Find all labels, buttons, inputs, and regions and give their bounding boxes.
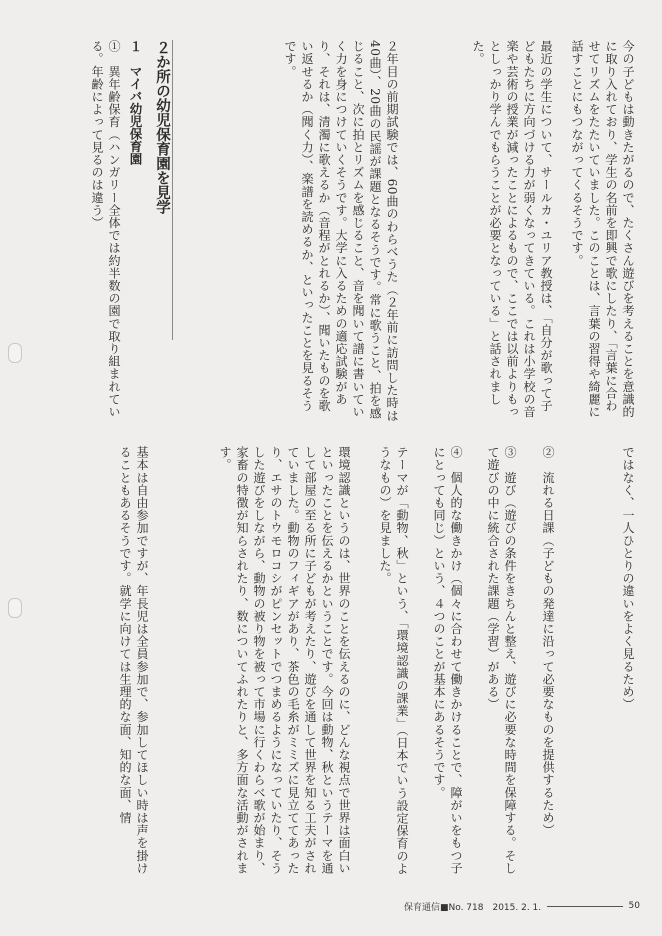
- bottom-item-2: ② 流れる日課（子どもの発達に沿って必要なものを提供するため）: [541, 446, 555, 837]
- publication-info: 保育通信■No. 718 2015. 2. 1.: [404, 902, 542, 913]
- bottom-item-4: ④ 個人的な働きかけ（個々に合わせて働きかけることで、障がいをもつ子にとっても同じ）という、４つのことが基本にあるそうです。: [432, 446, 463, 875]
- top-paragraph-3: ２年目の前期試験では、60曲のわらべうた（２年前に訪問した時は40曲）、20曲の民謡が課題となるそうです。常に歌うこと、拍を感じること、次に拍とリズムを感じること、音を聞いて譜に書いていく力を身につけていくそうです。大学に入るための適応試験があり、それは、清濁に歌えるか（音程がとれるか）、聞いたものを歌い返せるか（聞く力）、楽譜を読めるか、といったことを見るそうです。: [283, 40, 399, 422]
- bottom-paragraph-theme: テーマが「動物、秋」という、「環境認識の課業」（日本でいう設定保育のようなもの）を見ました。: [378, 446, 409, 875]
- bottom-item-3: ③ 遊び（遊びの条件をきちんと整え、遊びに必要な時間を保障する。そして遊びの中に統合された課題（学習）がある）: [486, 446, 517, 875]
- top-paragraph-4: ① 異年齢保育（ハンガリー全体では約半数の園で取り組まれている。年齢によって見るのは違う）: [90, 40, 121, 418]
- heading-rule: [172, 40, 173, 340]
- section-heading-visits: ２か所の幼児保育園を見学: [154, 40, 170, 214]
- footer-rule: [547, 906, 622, 907]
- page-number: 50: [628, 901, 640, 911]
- binder-hole-top: [8, 343, 22, 363]
- top-paragraph-2: 最近の学生について、サールカ・ユリア教授は、「自分が歌って子どもたちに方向づける力が弱くなってきている。これは小学校の音楽や芸術の授業が減ったことによるもので、ここでは以前よりもっとしっかり学んでもらうことが必要となっている」と話されました。: [471, 40, 553, 418]
- bottom-paragraph-environment: 環境認識というのは、世界のことを伝えるのに、どんな視点で世界は面白いといったことを伝えるかということです。今回は動物、秋というテーマを通して部屋の至る所に子どもが考えたり、遊びを通して世界を知る工夫がされていました。動物のフィギアがあり、茶色の毛糸がミミズに見立ててあったり、エサのトウモロコシがピンセットでつまめるようになっていたり、そうした遊びをしながら、動物の被り物を被って市場に行くわらべ歌が始まり、家畜の特徴が知らされたり、数についてふれたりと、多方面な活動がされます。: [218, 446, 351, 875]
- page-footer: [404, 898, 640, 914]
- top-paragraph-1: 今の子どもは動きたがるので、たくさん遊びを考えることを意識的に取り入れており、学生の名前を即興で歌にしたり、「言葉に合わせてリズムをたたいていました。このことは、言葉の習得や綺麗に話すことにもつながってくるそうです。: [570, 40, 635, 418]
- binder-hole-bottom: [8, 598, 22, 618]
- bottom-paragraph-participation: 基本は自由参加ですが、年長児は全員参加で、参加してほしい時は声を掛けることもあるそうです。就学に向けては生理的な面、知的な面、情: [118, 446, 149, 875]
- subheading-maiba: １ マイバ幼児保育園: [128, 40, 143, 165]
- bottom-paragraph-5: ではなく、一人ひとりの違いをよく見るため）: [621, 446, 635, 711]
